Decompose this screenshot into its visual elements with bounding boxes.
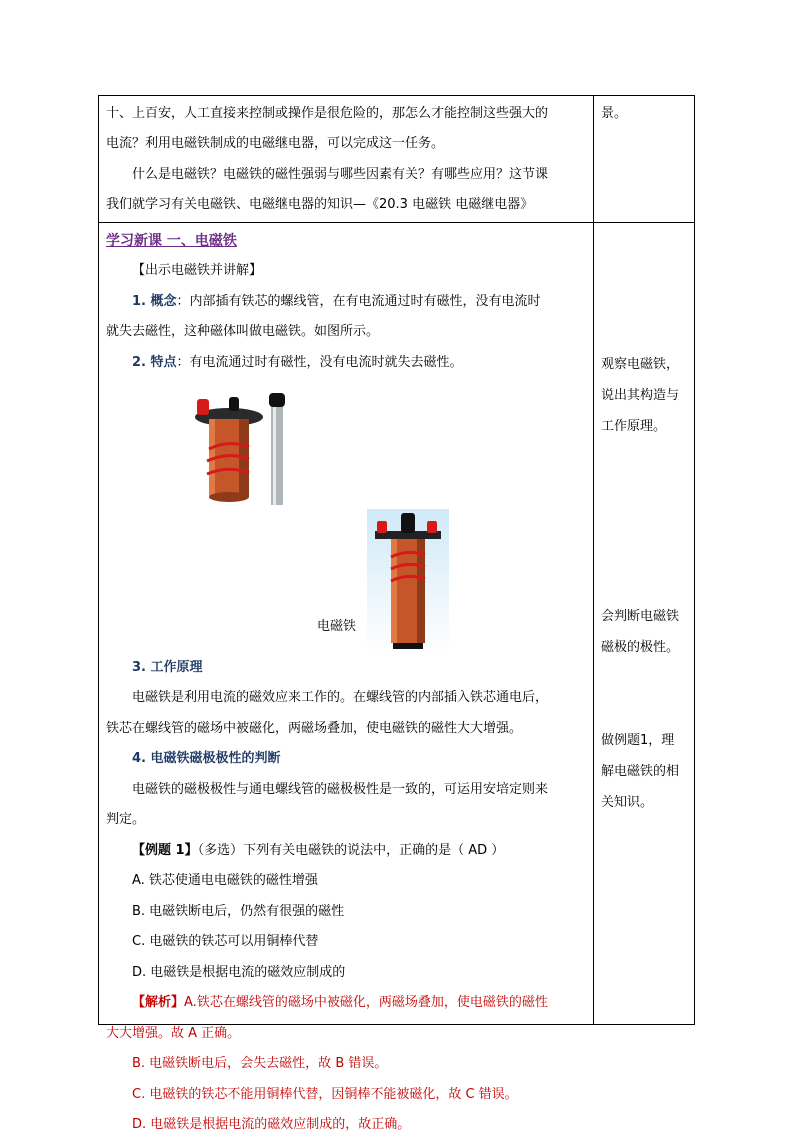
intro-line-4: 我们就学习有关电磁铁、电磁继电器的知识—《20.3 电磁铁 电磁继电器》 <box>106 197 534 212</box>
concept-text: ：内部插有铁芯的螺线管，在有电流通过时有磁性，没有电流时 <box>176 294 541 309</box>
side-note-3a: 做例题1，理 <box>601 733 675 748</box>
analysis-b: B. 电磁铁断电后，会失去磁性，故 B 错误。 <box>132 1056 388 1071</box>
intro-line-1: 十、上百安，人工直接来控制或操作是很危险的，那怎么才能控制这些强大的 <box>106 106 549 121</box>
intro-cell <box>98 95 594 223</box>
analysis-d: D. 电磁铁是根据电流的磁效应制成的，故正确。 <box>132 1117 411 1132</box>
side-cell-2 <box>593 222 695 1025</box>
side-note-2a: 会判断电磁铁 <box>601 609 680 624</box>
polarity-line-1: 电磁铁的磁极极性与通电螺线管的磁极极性是一致的，可运用安培定则来 <box>132 782 549 797</box>
feature-line <box>132 354 463 372</box>
principle-heading: 3. 工作原理 <box>132 660 203 675</box>
intro-line-3: 什么是电磁铁？电磁铁的磁性强弱与哪些因素有关？有哪些应用？这节课 <box>132 167 549 182</box>
option-c: C. 电磁铁的铁芯可以用铜棒代替 <box>132 934 319 949</box>
side-note-3c: 关知识。 <box>601 795 654 810</box>
concept-number: 1. 概念 <box>132 294 177 309</box>
content-cell <box>98 222 594 1132</box>
option-a: A. 铁芯使通电电磁铁的磁性增强 <box>132 873 318 888</box>
section-heading: 学习新课 一、电磁铁 <box>106 233 237 249</box>
option-d: D. 电磁铁是根据电流的磁效应制成的 <box>132 965 346 980</box>
side-note-3b: 解电磁铁的相 <box>601 764 680 779</box>
polarity-heading: 4. 电磁铁磁极极性的判断 <box>132 751 281 766</box>
feature-number: 2. 特点 <box>132 355 177 370</box>
side-note-1a: 观察电磁铁， <box>601 357 680 372</box>
side-text-1: 景。 <box>601 106 628 121</box>
side-note-1c: 工作原理。 <box>601 419 667 434</box>
side-note-1b: 说出其构造与 <box>601 388 680 403</box>
analysis-c: C. 电磁铁的铁芯不能用铜棒代替，因铜棒不能被磁化，故 C 错误。 <box>132 1087 518 1102</box>
concept-line-2: 就失去磁性，这种磁体叫做电磁铁。如图所示。 <box>106 324 380 339</box>
polarity-line-2: 判定。 <box>106 812 146 827</box>
side-cell-1 <box>593 95 695 223</box>
example-question <box>132 842 504 860</box>
principle-line-1: 电磁铁是利用电流的磁效应来工作的。在螺线管的内部插入铁芯通电后， <box>132 690 549 705</box>
concept-line-1 <box>132 293 541 311</box>
example-text: （多选）下列有关电磁铁的说法中，正确的是（ AD ） <box>197 843 505 858</box>
electromagnet-photo-2 <box>367 509 449 653</box>
lesson-table <box>98 95 695 1132</box>
side-note-2b: 磁极的极性。 <box>601 640 680 655</box>
figure-label: 电磁铁 <box>317 619 357 634</box>
option-b: B. 电磁铁断电后，仍然有很强的磁性 <box>132 904 345 919</box>
show-label: 【出示电磁铁并讲解】 <box>132 263 263 278</box>
analysis-line-1 <box>132 994 548 1012</box>
example-label: 【例题 1】 <box>132 843 198 858</box>
intro-line-2: 电流？利用电磁铁制成的电磁继电器，可以完成这一任务。 <box>106 136 445 151</box>
analysis-line-2: 大大增强。故 A 正确。 <box>106 1026 241 1041</box>
analysis-label: 【解析】 <box>132 995 185 1010</box>
analysis-a-text: A.铁芯在螺线管的磁场中被磁化，两磁场叠加，使电磁铁的磁性 <box>184 995 548 1010</box>
principle-line-2: 铁芯在螺线管的磁场中被磁化，两磁场叠加，使电磁铁的磁性大大增强。 <box>106 721 523 736</box>
electromagnet-photo-1 <box>189 389 299 509</box>
feature-text: ：有电流通过时有磁性，没有电流时就失去磁性。 <box>176 355 463 370</box>
